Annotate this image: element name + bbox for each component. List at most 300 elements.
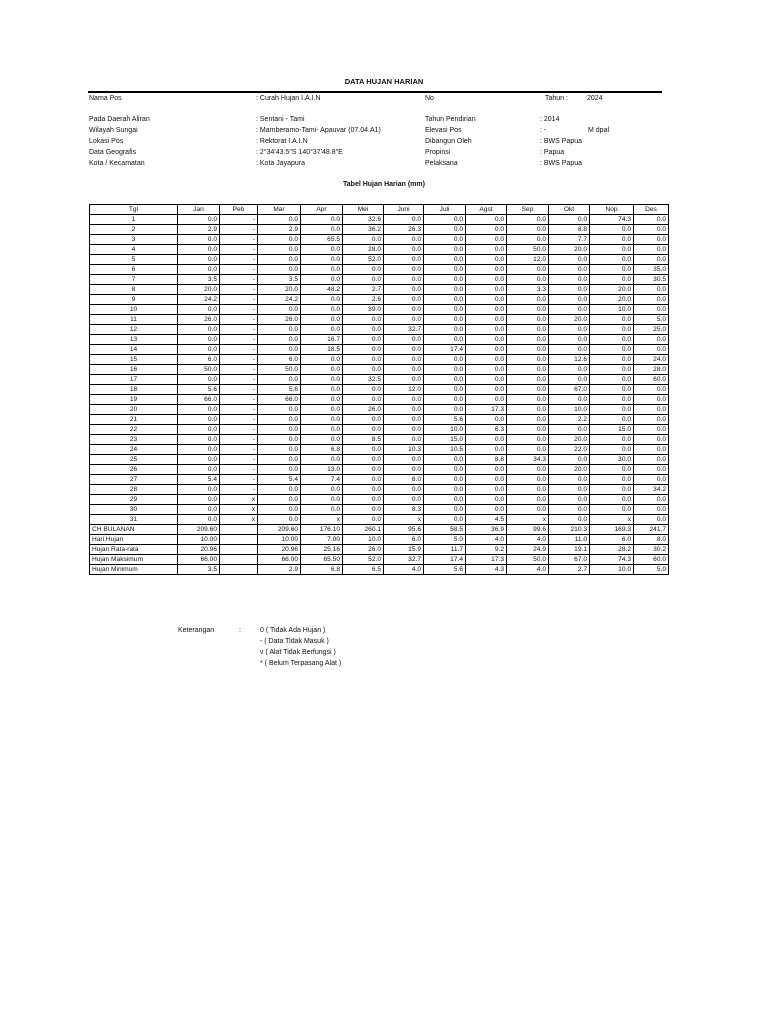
rainfall-cell: 0.0 xyxy=(301,245,343,255)
rainfall-cell: 0.0 xyxy=(634,475,669,485)
rainfall-cell: 0.0 xyxy=(343,365,384,375)
kota-label: Kota / Kecamatan xyxy=(89,160,145,167)
station-info xyxy=(0,95,768,175)
rainfall-cell: x xyxy=(590,515,634,525)
summary-cell: 2.7 xyxy=(549,565,590,575)
rainfall-cell: 0.0 xyxy=(634,245,669,255)
rainfall-cell: 8.8 xyxy=(466,455,507,465)
rainfall-cell: 5.4 xyxy=(178,475,220,485)
column-header: Juli xyxy=(424,205,466,215)
day-cell: 19 xyxy=(90,395,178,405)
rainfall-cell: 0.0 xyxy=(343,265,384,275)
propinsi-label: Propinsi xyxy=(425,149,451,156)
summary-cell xyxy=(220,535,258,545)
summary-cell: 169.3 xyxy=(590,525,634,535)
rainfall-cell: - xyxy=(220,255,258,265)
summary-label: Hujan Rata-rata xyxy=(90,545,178,555)
table-row xyxy=(90,275,669,285)
rainfall-cell: 0.0 xyxy=(343,275,384,285)
rainfall-cell: 5.6 xyxy=(178,385,220,395)
rainfall-cell: 0.0 xyxy=(466,365,507,375)
rainfall-cell: 26.0 xyxy=(343,405,384,415)
rainfall-cell: 17.3 xyxy=(466,405,507,415)
rainfall-cell: 0.0 xyxy=(634,255,669,265)
rainfall-cell: 0.0 xyxy=(178,495,220,505)
rainfall-cell: 2.9 xyxy=(178,225,220,235)
rainfall-cell: 17.4 xyxy=(424,345,466,355)
dibangun-value: : BWS Papua xyxy=(540,138,583,145)
rainfall-cell: 0.0 xyxy=(466,385,507,395)
summary-cell: 5.6 xyxy=(424,565,466,575)
rainfall-cell: 0.0 xyxy=(634,385,669,395)
rainfall-cell: 0.0 xyxy=(178,235,220,245)
rainfall-cell: - xyxy=(220,445,258,455)
rainfall-cell: 0.0 xyxy=(634,435,669,445)
rainfall-cell: 6.3 xyxy=(466,425,507,435)
summary-cell xyxy=(220,555,258,565)
rainfall-cell: 12.0 xyxy=(384,385,424,395)
rainfall-cell: 0.0 xyxy=(424,255,466,265)
rainfall-cell: 0.0 xyxy=(424,265,466,275)
rainfall-cell: 0.0 xyxy=(549,495,590,505)
rainfall-cell: - xyxy=(220,315,258,325)
rainfall-cell: 60.0 xyxy=(634,375,669,385)
rainfall-cell: 0.0 xyxy=(424,505,466,515)
rainfall-cell: 0.0 xyxy=(466,225,507,235)
rainfall-cell: 0.0 xyxy=(178,485,220,495)
rainfall-cell: 5.4 xyxy=(258,475,301,485)
summary-cell xyxy=(220,545,258,555)
day-cell: 26 xyxy=(90,465,178,475)
rainfall-cell: 0.0 xyxy=(258,245,301,255)
table-row xyxy=(90,355,669,365)
rainfall-cell: 12.0 xyxy=(507,255,549,265)
rainfall-cell: 0.0 xyxy=(301,295,343,305)
pelaksana-label: Pelaksana xyxy=(425,160,458,167)
rainfall-cell: 0.0 xyxy=(466,435,507,445)
rainfall-cell: 0.0 xyxy=(424,245,466,255)
summary-cell: 176.10 xyxy=(301,525,343,535)
rainfall-cell: 0.0 xyxy=(507,325,549,335)
daily-rainfall-table xyxy=(89,204,669,575)
rainfall-cell: 5.6 xyxy=(424,415,466,425)
rainfall-cell: 0.0 xyxy=(507,495,549,505)
summary-row xyxy=(90,525,669,535)
summary-row xyxy=(90,545,669,555)
table-row xyxy=(90,405,669,415)
table-row xyxy=(90,375,669,385)
rainfall-cell: 2.6 xyxy=(343,295,384,305)
rainfall-cell: 50.0 xyxy=(258,365,301,375)
rainfall-cell: 48.2 xyxy=(301,285,343,295)
summary-cell: 52.0 xyxy=(343,555,384,565)
rainfall-cell: 0.0 xyxy=(424,285,466,295)
rainfall-cell: 0.0 xyxy=(343,345,384,355)
rainfall-cell: 0.0 xyxy=(466,395,507,405)
rainfall-cell: 0.0 xyxy=(343,235,384,245)
column-header: Nop xyxy=(590,205,634,215)
rainfall-cell: 24.2 xyxy=(258,295,301,305)
rainfall-cell: 0.0 xyxy=(590,445,634,455)
rainfall-cell: 0.0 xyxy=(549,345,590,355)
rainfall-cell: 0.0 xyxy=(301,275,343,285)
day-cell: 24 xyxy=(90,445,178,455)
rainfall-cell: x xyxy=(220,515,258,525)
rainfall-cell: 0.0 xyxy=(590,485,634,495)
rainfall-cell: 0.0 xyxy=(590,265,634,275)
table-row xyxy=(90,385,669,395)
rainfall-cell: - xyxy=(220,485,258,495)
rainfall-cell: 0.0 xyxy=(178,515,220,525)
summary-cell xyxy=(220,565,258,575)
rainfall-cell: 0.0 xyxy=(424,475,466,485)
rainfall-cell: 0.0 xyxy=(343,355,384,365)
table-row xyxy=(90,305,669,315)
rainfall-cell: 0.0 xyxy=(178,335,220,345)
day-cell: 27 xyxy=(90,475,178,485)
table-row xyxy=(90,395,669,405)
geografis-label: Data Geografis xyxy=(89,149,137,156)
rainfall-cell: 0.0 xyxy=(424,275,466,285)
rainfall-cell: 0.0 xyxy=(507,335,549,345)
rainfall-cell: 0.0 xyxy=(590,505,634,515)
summary-cell: 209.60 xyxy=(178,525,220,535)
rainfall-cell: 0.0 xyxy=(466,235,507,245)
wilayah-value: : Mamberamo-Tami- Apauvar (07.04.A1) xyxy=(256,127,381,134)
rainfall-cell: 0.0 xyxy=(590,235,634,245)
rainfall-cell: - xyxy=(220,375,258,385)
rainfall-cell: 7.7 xyxy=(549,235,590,245)
table-row xyxy=(90,505,669,515)
legend-label: Keterangan xyxy=(178,627,215,634)
nama-pos-label: Nama Pos xyxy=(89,95,122,102)
rainfall-cell: - xyxy=(220,245,258,255)
rainfall-cell: 0.0 xyxy=(590,385,634,395)
rainfall-cell: - xyxy=(220,425,258,435)
rainfall-cell: 5.0 xyxy=(634,315,669,325)
summary-label: Hari Hujan xyxy=(90,535,178,545)
propinsi-value: : Papua xyxy=(540,149,565,156)
rainfall-cell: 0.0 xyxy=(549,255,590,265)
rainfall-cell: 0.0 xyxy=(384,485,424,495)
rainfall-cell: 3.5 xyxy=(258,275,301,285)
table-row xyxy=(90,335,669,345)
summary-cell: 28.2 xyxy=(590,545,634,555)
rainfall-cell: 0.0 xyxy=(549,395,590,405)
rainfall-cell: 35.0 xyxy=(634,265,669,275)
rainfall-cell: 0.0 xyxy=(466,355,507,365)
summary-cell: 11.0 xyxy=(549,535,590,545)
rainfall-cell: - xyxy=(220,305,258,315)
table-row xyxy=(90,425,669,435)
rainfall-cell: 0.0 xyxy=(178,435,220,445)
title-divider xyxy=(88,91,662,93)
rainfall-cell: 0.0 xyxy=(424,305,466,315)
rainfall-cell: 0.0 xyxy=(590,225,634,235)
rainfall-cell: 6.0 xyxy=(178,355,220,365)
rainfall-cell: 0.0 xyxy=(424,375,466,385)
column-header: Agst xyxy=(466,205,507,215)
rainfall-cell: 0.0 xyxy=(178,265,220,275)
summary-cell: 58.5 xyxy=(424,525,466,535)
table-row xyxy=(90,495,669,505)
rainfall-cell: - xyxy=(220,395,258,405)
rainfall-cell: 0.0 xyxy=(507,275,549,285)
rainfall-cell: 0.0 xyxy=(301,325,343,335)
rainfall-cell: 0.0 xyxy=(178,445,220,455)
elevasi-unit: M dpal xyxy=(588,127,610,134)
rainfall-cell: 0.0 xyxy=(549,275,590,285)
rainfall-cell: 0.0 xyxy=(590,435,634,445)
rainfall-cell: 0.0 xyxy=(590,465,634,475)
rainfall-cell: 0.0 xyxy=(634,395,669,405)
summary-cell: 10.0 xyxy=(590,565,634,575)
rainfall-cell: 10.0 xyxy=(590,305,634,315)
rainfall-cell: 0.0 xyxy=(384,395,424,405)
rainfall-cell: 0.0 xyxy=(634,445,669,455)
rainfall-cell: 0.0 xyxy=(507,315,549,325)
column-header: Des xyxy=(634,205,669,215)
document-title: DATA HUJAN HARIAN xyxy=(344,77,424,86)
rainfall-cell: 24.2 xyxy=(178,295,220,305)
summary-cell: 6.0 xyxy=(384,535,424,545)
day-cell: 14 xyxy=(90,345,178,355)
rainfall-cell: 0.0 xyxy=(507,475,549,485)
rainfall-cell: 0.0 xyxy=(549,375,590,385)
rainfall-cell: 22.0 xyxy=(549,445,590,455)
day-cell: 20 xyxy=(90,405,178,415)
rainfall-cell: 0.0 xyxy=(258,265,301,275)
rainfall-cell: 0.0 xyxy=(634,495,669,505)
day-cell: 2 xyxy=(90,225,178,235)
rainfall-cell: 0.0 xyxy=(384,425,424,435)
rainfall-cell: 20.0 xyxy=(590,285,634,295)
daerah-label: Pada Daerah Aliran xyxy=(89,116,150,123)
rainfall-cell: 0.0 xyxy=(507,405,549,415)
summary-cell: 4.3 xyxy=(466,565,507,575)
rainfall-cell: 30.0 xyxy=(590,455,634,465)
rainfall-cell: x xyxy=(220,505,258,515)
day-cell: 4 xyxy=(90,245,178,255)
rainfall-cell: 0.0 xyxy=(424,235,466,245)
rainfall-cell: 39.0 xyxy=(343,305,384,315)
rainfall-cell: 26.3 xyxy=(384,225,424,235)
summary-cell: 2.9 xyxy=(258,565,301,575)
summary-cell: 30.2 xyxy=(634,545,669,555)
rainfall-cell: 0.0 xyxy=(384,245,424,255)
rainfall-cell: 66.0 xyxy=(258,395,301,405)
rainfall-cell: 0.0 xyxy=(590,325,634,335)
rainfall-cell: 20.0 xyxy=(549,465,590,475)
rainfall-cell: - xyxy=(220,275,258,285)
table-row xyxy=(90,455,669,465)
table-row xyxy=(90,295,669,305)
rainfall-cell: x xyxy=(507,515,549,525)
legend-item-no-data: - ( Data Tidak Masuk ) xyxy=(260,638,329,645)
rainfall-cell: - xyxy=(220,385,258,395)
summary-cell: 20.96 xyxy=(258,545,301,555)
rainfall-cell: 0.0 xyxy=(178,455,220,465)
summary-cell: 99.6 xyxy=(507,525,549,535)
summary-cell: 19.1 xyxy=(549,545,590,555)
summary-cell: 95.6 xyxy=(384,525,424,535)
rainfall-cell: 0.0 xyxy=(424,395,466,405)
rainfall-cell: 25.0 xyxy=(634,325,669,335)
elevasi-value: : - xyxy=(540,127,547,134)
rainfall-cell: 0.0 xyxy=(258,375,301,385)
rainfall-cell: 8.8 xyxy=(549,225,590,235)
rainfall-cell: 0.0 xyxy=(258,405,301,415)
rainfall-cell: 0.0 xyxy=(301,435,343,445)
column-header: Tgl xyxy=(90,205,178,215)
pendirian-value: : 2014 xyxy=(540,116,560,123)
tahun-label: Tahun : xyxy=(545,95,568,102)
rainfall-cell: 0.0 xyxy=(466,245,507,255)
day-cell: 17 xyxy=(90,375,178,385)
nama-pos-value: : Curah Hujan I.A.I.N xyxy=(256,95,321,102)
rainfall-cell: 10.3 xyxy=(384,445,424,455)
rainfall-cell: 0.0 xyxy=(178,425,220,435)
rainfall-cell: 0.0 xyxy=(258,335,301,345)
rainfall-cell: - xyxy=(220,285,258,295)
rainfall-cell: 0.0 xyxy=(384,215,424,225)
rainfall-cell: 0.0 xyxy=(301,485,343,495)
rainfall-cell: - xyxy=(220,325,258,335)
summary-cell: 50.0 xyxy=(507,555,549,565)
column-header: Sep xyxy=(507,205,549,215)
rainfall-cell: 0.0 xyxy=(634,505,669,515)
day-cell: 6 xyxy=(90,265,178,275)
rainfall-cell: 0.0 xyxy=(301,265,343,275)
rainfall-cell: 0.0 xyxy=(424,355,466,365)
rainfall-cell: 18.5 xyxy=(301,345,343,355)
rainfall-cell: 0.0 xyxy=(424,455,466,465)
rainfall-cell: 0.0 xyxy=(590,255,634,265)
rainfall-cell: 0.0 xyxy=(178,245,220,255)
rainfall-cell: 66.0 xyxy=(178,395,220,405)
summary-cell: 67.0 xyxy=(549,555,590,565)
rainfall-cell: 0.0 xyxy=(507,375,549,385)
rainfall-cell: 0.0 xyxy=(301,355,343,365)
rainfall-cell: 0.0 xyxy=(384,415,424,425)
rainfall-cell: 0.0 xyxy=(466,255,507,265)
rainfall-cell: 0.0 xyxy=(466,335,507,345)
rainfall-cell: 0.0 xyxy=(634,305,669,315)
rainfall-cell: 0.0 xyxy=(301,365,343,375)
rainfall-cell: 26.0 xyxy=(258,315,301,325)
rainfall-cell: 0.0 xyxy=(590,275,634,285)
rainfall-cell: x xyxy=(301,515,343,525)
rainfall-cell: 8.3 xyxy=(384,505,424,515)
rainfall-cell: 0.0 xyxy=(301,495,343,505)
rainfall-cell: 0.0 xyxy=(343,515,384,525)
legend-item-no-rain: 0 ( Tidak Ada Hujan ) xyxy=(260,627,326,634)
rainfall-cell: 0.0 xyxy=(258,455,301,465)
rainfall-cell: 0.0 xyxy=(634,425,669,435)
legend xyxy=(0,627,768,677)
rainfall-cell: 0.0 xyxy=(343,325,384,335)
rainfall-cell: 16.7 xyxy=(301,335,343,345)
day-cell: 8 xyxy=(90,285,178,295)
rainfall-cell: 0.0 xyxy=(178,465,220,475)
rainfall-cell: - xyxy=(220,405,258,415)
summary-cell: 8.0 xyxy=(634,535,669,545)
rainfall-cell: 0.0 xyxy=(466,465,507,475)
rainfall-cell: 0.0 xyxy=(258,305,301,315)
summary-cell: 66.00 xyxy=(258,555,301,565)
legend-colon: : xyxy=(239,627,241,634)
rainfall-cell: 0.0 xyxy=(424,485,466,495)
summary-cell: 17.3 xyxy=(466,555,507,565)
rainfall-cell: 15.0 xyxy=(424,435,466,445)
day-cell: 18 xyxy=(90,385,178,395)
rainfall-cell: 0.0 xyxy=(466,325,507,335)
rainfall-cell: 0.0 xyxy=(258,465,301,475)
day-cell: 28 xyxy=(90,485,178,495)
rainfall-cell: 0.0 xyxy=(424,215,466,225)
rainfall-cell: 0.0 xyxy=(343,475,384,485)
rainfall-cell: 0.0 xyxy=(549,335,590,345)
summary-cell: 17.4 xyxy=(424,555,466,565)
rainfall-cell: 0.0 xyxy=(258,515,301,525)
rainfall-cell: 0.0 xyxy=(384,315,424,325)
rainfall-cell: - xyxy=(220,435,258,445)
rainfall-cell: 0.0 xyxy=(343,385,384,395)
rainfall-cell: 0.0 xyxy=(507,425,549,435)
rainfall-cell: 0.0 xyxy=(466,505,507,515)
rainfall-cell: 0.0 xyxy=(384,235,424,245)
summary-cell: 10.0 xyxy=(343,535,384,545)
rainfall-cell: 0.0 xyxy=(466,375,507,385)
rainfall-cell: 0.0 xyxy=(590,355,634,365)
day-cell: 1 xyxy=(90,215,178,225)
rainfall-cell: 0.0 xyxy=(507,305,549,315)
day-cell: 5 xyxy=(90,255,178,265)
rainfall-cell: 0.0 xyxy=(384,375,424,385)
table-row xyxy=(90,285,669,295)
column-header: Juni xyxy=(384,205,424,215)
rainfall-cell: 0.0 xyxy=(343,335,384,345)
rainfall-cell: 0.0 xyxy=(384,355,424,365)
table-row xyxy=(90,255,669,265)
rainfall-cell: 0.0 xyxy=(301,375,343,385)
column-header: Mei xyxy=(343,205,384,215)
rainfall-cell: 0.0 xyxy=(384,295,424,305)
rainfall-cell: 0.0 xyxy=(343,425,384,435)
day-cell: 29 xyxy=(90,495,178,505)
rainfall-cell: 0.0 xyxy=(301,415,343,425)
rainfall-cell: 0.0 xyxy=(634,465,669,475)
rainfall-cell: 0.0 xyxy=(549,265,590,275)
table-row xyxy=(90,225,669,235)
summary-cell: 6.0 xyxy=(590,535,634,545)
rainfall-cell: 0.0 xyxy=(507,215,549,225)
rainfall-cell: 0.0 xyxy=(634,295,669,305)
rainfall-cell: 0.0 xyxy=(590,395,634,405)
rainfall-cell: 0.0 xyxy=(178,345,220,355)
rainfall-cell: 0.0 xyxy=(507,435,549,445)
summary-cell: 25.16 xyxy=(301,545,343,555)
rainfall-cell: 2.7 xyxy=(343,285,384,295)
rainfall-cell: 5.6 xyxy=(258,385,301,395)
rainfall-cell: 0.0 xyxy=(590,335,634,345)
rainfall-cell: 0.0 xyxy=(634,345,669,355)
table-row xyxy=(90,235,669,245)
rainfall-cell: 0.0 xyxy=(384,405,424,415)
dibangun-label: Dibangun Oleh xyxy=(425,138,472,145)
summary-cell: 24.9 xyxy=(507,545,549,555)
rainfall-cell: 0.0 xyxy=(424,365,466,375)
